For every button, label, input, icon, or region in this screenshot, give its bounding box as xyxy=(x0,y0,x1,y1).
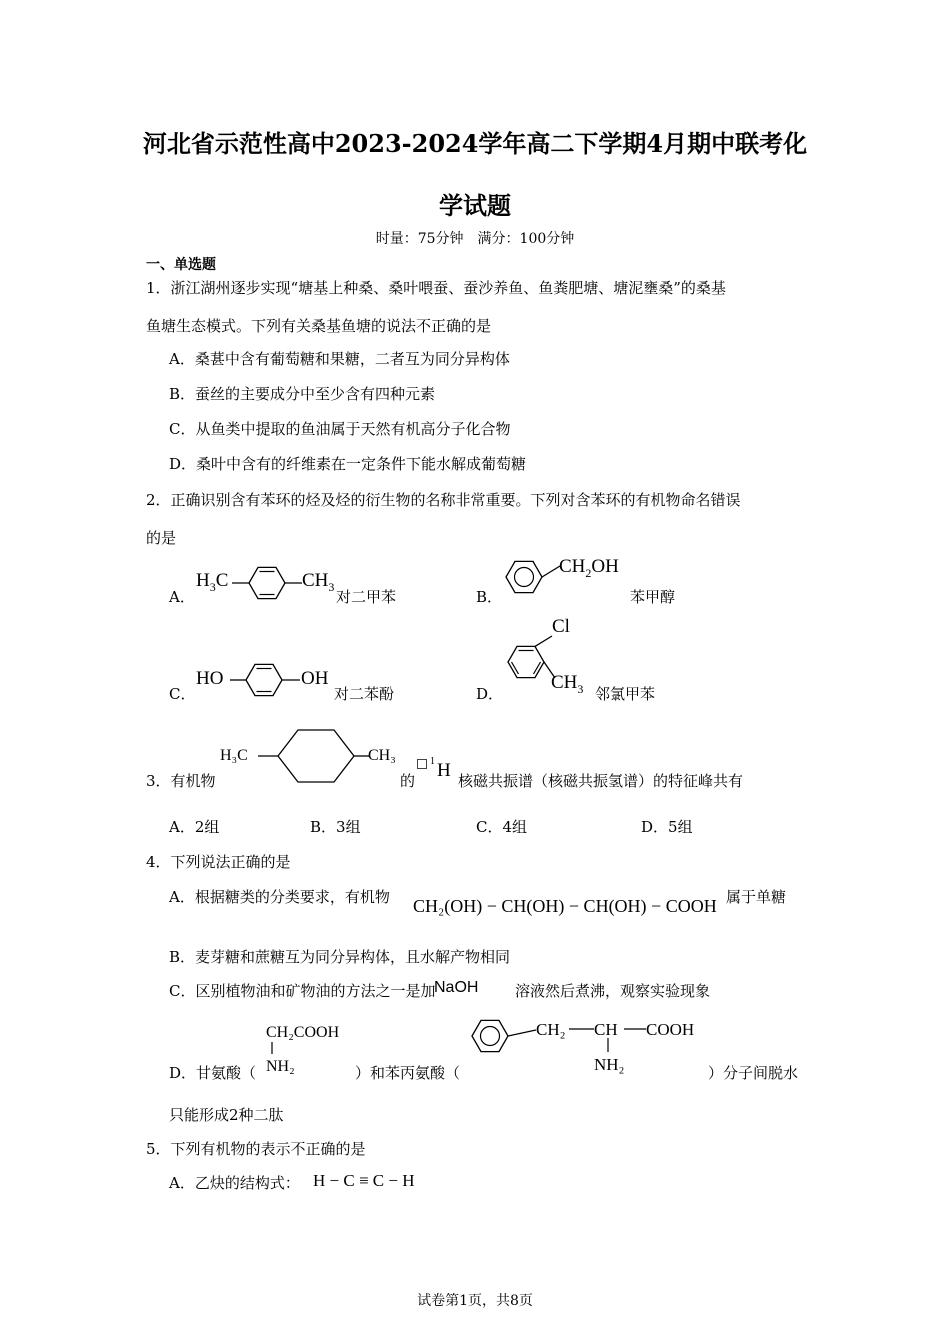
q2a-benzene-ring xyxy=(232,560,304,606)
page-title: 河北省示范性高中2023-2024学年高二下学期4月期中联考化 xyxy=(142,129,808,158)
q2-option-a-label: A． xyxy=(169,588,195,606)
phe-ch2-label: CH₂ xyxy=(536,1020,566,1039)
q2d-chloro: Cl xyxy=(552,616,570,637)
q2b-ch2oh: $CH_2OH$ xyxy=(559,556,619,580)
phe-cooh-label: COOH xyxy=(646,1020,695,1039)
page-footer: 试卷第1页，共8页 xyxy=(417,1293,533,1309)
q4-option-a-suffix: 属于单糖 xyxy=(726,888,787,906)
q2c-hydroxyl-right: OH xyxy=(301,668,329,689)
glycine-bottom-label: NH₂ xyxy=(266,1058,295,1075)
q4-option-d-line2: 只能形成2种二肽 xyxy=(169,1106,284,1124)
q5-stem: 5．下列有机物的表示不正确的是 xyxy=(146,1140,366,1158)
phe-nh2-label: NH₂ xyxy=(594,1055,625,1074)
q1-stem-line2: 鱼塘生态模式。下列有关桑基鱼塘的说法不正确的是 xyxy=(146,317,492,335)
q1-option-b: B．蚕丝的主要成分中至少含有四种元素 xyxy=(169,385,436,403)
q4d-glycine-structure xyxy=(262,1016,354,1080)
q2b-benzene-ring xyxy=(500,552,562,602)
q2d-methyl: $CH_3$ xyxy=(551,672,584,696)
exam-meta: 时量：75分钟 满分：100分钟 xyxy=(375,231,575,247)
q2-option-b-name: 苯甲醇 xyxy=(630,588,676,606)
q2-option-c-name: 对二苯酚 xyxy=(334,685,395,703)
q3-stem-suffix: 核磁共振谱（核磁共振氢谱）的特征峰共有 xyxy=(458,772,744,790)
q2-stem-line1: 2．正确识别含有苯环的烃及烃的衍生物的名称非常重要。下列对含苯环的有机物命名错误 xyxy=(146,491,741,509)
q4-option-a-prefix: A．根据糖类的分类要求，有机物 xyxy=(169,888,390,906)
q3-option-d: D．5组 xyxy=(641,818,693,836)
q1-stem-line1: 1．浙江湖州逐步实现“塘基上种桑、桑叶喂蚕、蚕沙养鱼、鱼粪肥塘、塘泥壅桑”的桑基 xyxy=(146,279,726,297)
q4-option-c-naoh: NaOH xyxy=(434,979,479,996)
q4-option-c-suffix: 溶液然后煮沸，观察实验现象 xyxy=(515,982,711,1000)
q2-option-c-label: C． xyxy=(169,685,196,703)
q4-option-c-prefix: C．区别植物油和矿物油的方法之一是加 xyxy=(169,982,436,1000)
q4-option-d-suffix: ）分子间脱水 xyxy=(708,1064,799,1082)
q3-cyclohexane-structure xyxy=(218,724,404,798)
q3-option-a: A．2组 xyxy=(169,818,220,836)
page-title-continued: 学试题 xyxy=(439,191,511,220)
q4-option-d-mid: ）和苯丙氨酸（ xyxy=(355,1064,461,1082)
q2-stem-line2: 的是 xyxy=(146,529,177,547)
section-title: 一、单选题 xyxy=(146,257,216,273)
q3-stem-prefix: 3．有机物 xyxy=(146,772,216,790)
q3-nmr-superscript: 1 xyxy=(430,756,435,767)
q1-option-c: C．从鱼类中提取的鱼油属于天然有机高分子化合物 xyxy=(169,420,511,438)
q1-option-a: A．桑葚中含有葡萄糖和果糖，二者互为同分异构体 xyxy=(169,350,510,368)
placeholder-box-icon xyxy=(417,759,427,769)
q4-option-d-prefix: D．甘氨酸（ xyxy=(169,1064,257,1082)
q3-h3c-label: H₃C xyxy=(220,747,248,764)
q2c-benzene-ring xyxy=(228,657,302,703)
q4-stem: 4．下列说法正确的是 xyxy=(146,853,291,871)
q4-option-b: B．麦芽糖和蔗糖互为同分异构体，且水解产物相同 xyxy=(169,948,511,966)
q3-stem-of: 的 xyxy=(400,772,416,790)
phe-ch-label: CH xyxy=(594,1020,618,1039)
q2-option-d-label: D． xyxy=(476,685,504,703)
glycine-top-label: CH₂COOH xyxy=(266,1024,340,1041)
q3-nmr-h: H xyxy=(437,760,451,781)
q2c-hydroxyl-left: HO xyxy=(196,668,224,689)
q1-option-d: D．桑叶中含有的纤维素在一定条件下能水解成葡萄糖 xyxy=(169,455,527,473)
q2-option-b-label: B． xyxy=(476,588,503,606)
q3-option-c: C．4组 xyxy=(476,818,528,836)
q3-option-b: B．3组 xyxy=(310,818,361,836)
q5-option-a-formula: H − C ≡ C − H xyxy=(313,1171,415,1190)
q2a-methyl-left: $H_3C$ xyxy=(196,570,229,594)
q2-option-d-name: 邻氯甲苯 xyxy=(595,685,656,703)
q2a-methyl-right: $CH_3$ xyxy=(302,570,335,594)
q2-option-a-name: 对二甲苯 xyxy=(336,588,397,606)
q4d-phenylalanine-structure xyxy=(466,1008,706,1080)
q4-option-a-formula: CH₂(OH) − CH(OH) − CH(OH) − COOH xyxy=(413,896,717,916)
q5-option-a-prefix: A．乙炔的结构式： xyxy=(169,1174,300,1192)
q3-ch3-label: CH₃ xyxy=(368,747,396,764)
